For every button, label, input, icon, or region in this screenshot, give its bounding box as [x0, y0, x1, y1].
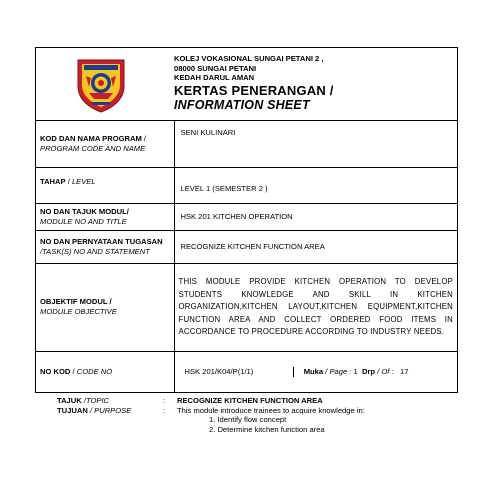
table-row: [36, 167, 457, 203]
table-row: [36, 263, 457, 351]
purpose-value: This module introduce trainees to acquire knowledge in:: [177, 405, 365, 415]
table-row: [36, 121, 457, 167]
purpose-list: [177, 415, 325, 434]
information-sheet: [35, 47, 458, 393]
topic-value: RECOGNIZE KITCHEN FUNCTION AREA: [177, 396, 323, 405]
code-cell: [174, 351, 457, 392]
college-crest-icon: [72, 56, 130, 114]
table-row: [36, 351, 457, 392]
purpose-label: TUJUAN / PURPOSE: [57, 405, 132, 415]
sheet-title-bm: KERTAS PENERANGAN /: [174, 82, 334, 98]
objective-value: THIS MODULE PROVIDE KITCHEN OPERATION TO DEVELOP STUDENTS KNOWLEDGE AND SKILL IN KITCHEN ORGANIZATION,KITCHEN LAYOUT,KITCHEN EQUIPMENT,KITCHEN FUNCTION AREA AND COLLECT ORDERED FOOD ITEMS IN ACCORDANCE TO PROCEDURE ACCORDING TO INDUSTRY NEEDS.: [174, 263, 457, 351]
task-value: RECOGNIZE KITCHEN FUNCTION AREA: [174, 230, 457, 263]
header-text: [174, 54, 334, 112]
page-number: 1: [353, 366, 358, 376]
code-value: HSK 201/K04/P(1/1): [184, 366, 254, 376]
level-label: TAHAP / LEVEL: [36, 167, 174, 203]
sheet-header: [36, 48, 457, 121]
purpose-row: TUJUAN / PURPOSE : This module introduce trainees to acquire knowledge in:: [57, 405, 365, 415]
list-item: 2. Determine kitchen function area: [209, 424, 325, 434]
info-table: [36, 121, 457, 392]
college-name: KOLEJ VOKASIONAL SUNGAI PETANI 2 ,: [174, 54, 324, 63]
topic-row: TAJUK /TOPIC : RECOGNIZE KITCHEN FUNCTION AREA: [57, 396, 323, 405]
module-label: NO DAN TAJUK MODUL/ MODULE NO AND TITLE: [36, 203, 174, 230]
topic-label: TAJUK /TOPIC: [57, 396, 110, 405]
program-label: KOD DAN NAMA PROGRAM / PROGRAM CODE AND NAME: [36, 121, 174, 167]
college-postcode: 08000 SUNGAI PETANI: [174, 63, 257, 73]
module-value: HSK 201 KITCHEN OPERATION: [174, 203, 457, 230]
page-info: Muka / Page : 1 Drp / Of : 17: [303, 366, 409, 376]
college-state: KEDAH DARUL AMAN: [174, 73, 255, 83]
table-row: [36, 203, 457, 230]
task-label: NO DAN PERNYATAAN TUGASAN /TASK(S) NO AND STATEMENT: [36, 230, 174, 263]
code-label: NO KOD / CODE NO: [36, 351, 174, 392]
table-row: [36, 230, 457, 263]
list-item: 1. Identify flow concept: [209, 415, 287, 425]
level-value: LEVEL 1 (SEMESTER 2 ): [174, 167, 457, 203]
page-total: 17: [399, 366, 409, 376]
sheet-title-en: INFORMATION SHEET: [174, 97, 310, 112]
objective-label: OBJEKTIF MODUL / MODULE OBJECTIVE: [36, 263, 174, 351]
sheet-footer: [57, 396, 365, 434]
program-value: SENI KULINARI: [174, 121, 457, 167]
